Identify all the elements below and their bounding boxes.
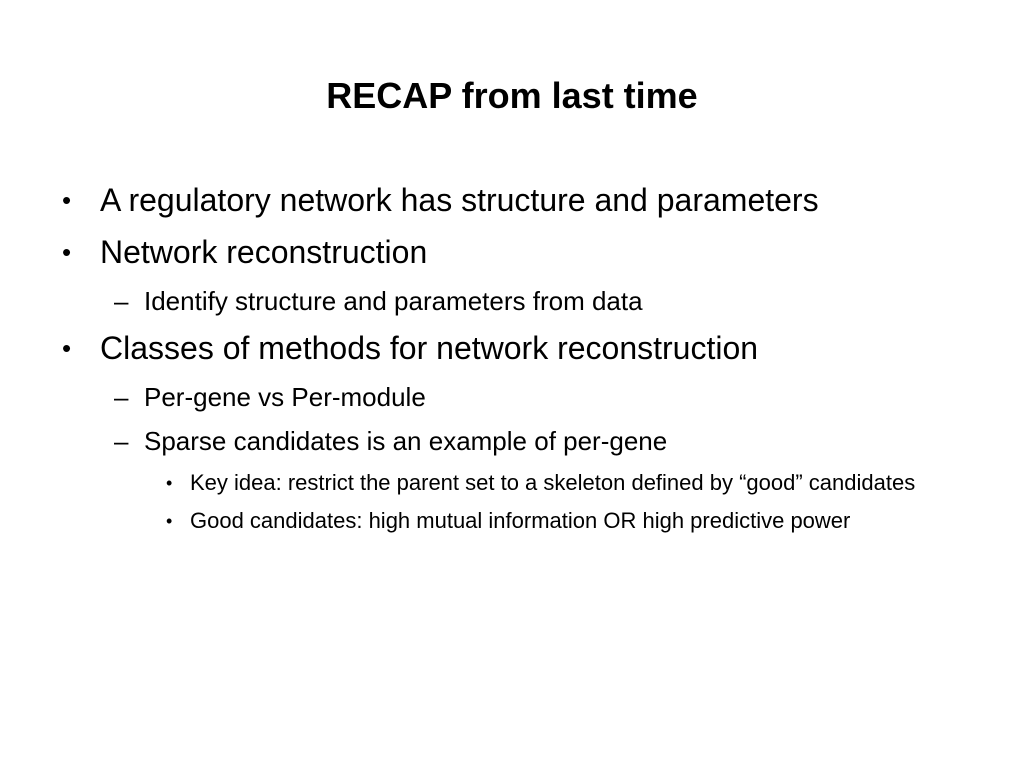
sub-bullet-item [114, 424, 962, 458]
sub-bullet-text: Identify structure and parameters from data [144, 286, 643, 316]
sub-sub-bullet-text: Good candidates: high mutual information OR high predictive power [190, 508, 851, 533]
bullet-text: Network reconstruction [100, 234, 428, 270]
dash-marker: – [114, 382, 129, 412]
dash-marker: – [114, 286, 129, 316]
bullet-text: Classes of methods for network reconstruction [100, 330, 759, 366]
bullet-list [62, 180, 962, 544]
bullet-marker: • [62, 333, 72, 363]
bullet-marker: • [62, 185, 72, 215]
sub-bullet-item [114, 380, 962, 414]
dash-marker: – [114, 426, 129, 456]
bullet-item [62, 232, 962, 272]
bullet-marker: • [166, 473, 173, 493]
bullet-text: A regulatory network has structure and parameters [100, 182, 819, 218]
bullet-marker: • [166, 511, 173, 531]
bullet-item [62, 328, 962, 368]
sub-bullet-text: Per-gene vs Per-module [144, 382, 426, 412]
bullet-item [62, 180, 962, 220]
sub-bullet-text: Sparse candidates is an example of per-gene [144, 426, 668, 456]
bullet-marker: • [62, 237, 72, 267]
sub-bullet-item [114, 284, 962, 318]
slide-title: RECAP from last time [326, 75, 698, 116]
sub-sub-bullet-item [166, 506, 962, 536]
sub-sub-bullet-text: Key idea: restrict the parent set to a skeleton defined by “good” candidates [190, 470, 916, 495]
sub-sub-bullet-item [166, 468, 962, 498]
